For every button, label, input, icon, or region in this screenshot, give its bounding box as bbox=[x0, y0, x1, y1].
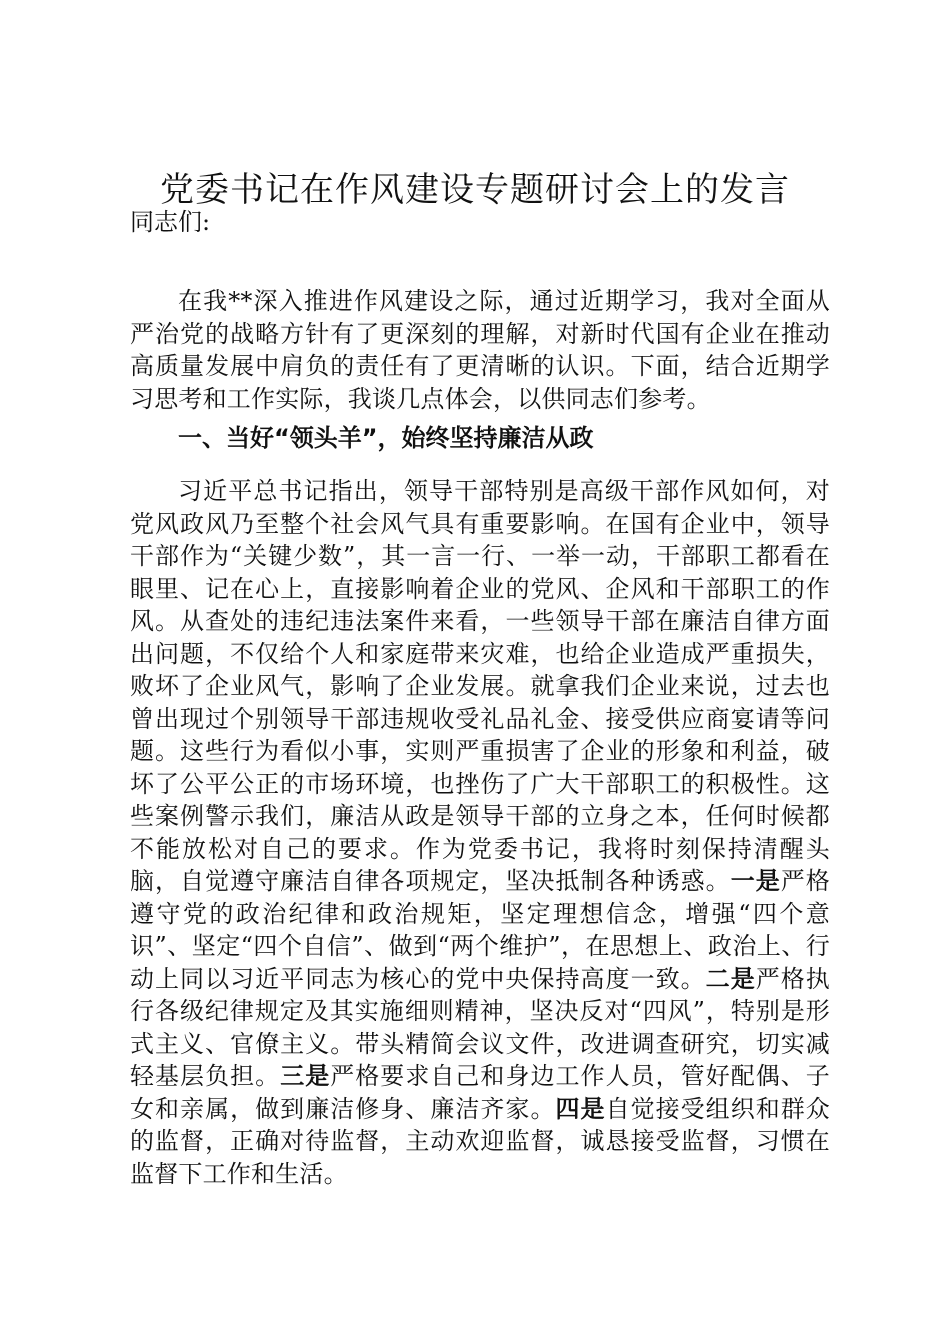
salutation: 同志们: bbox=[130, 208, 211, 236]
point-4-text: 自觉接受组织和群众的监督，正确对待监督，主动欢迎监督，诚恳接受监督，习惯在监督下工作和生活。 bbox=[130, 1094, 830, 1188]
point-3-keyword: 三是 bbox=[280, 1062, 331, 1090]
point-1-text: 严格遵守党的政治纪律和政治规矩，坚定理想信念，增强“四个意识”、坚定“四个自信”、做到“两个维护”，在思想上、政治上、行动上同以习近平同志为核心的党中央保持高度一致。 bbox=[130, 867, 830, 993]
point-2-keyword: 二是 bbox=[705, 964, 756, 993]
document-title: 党委书记在作风建设专题研讨会上的发言 bbox=[160, 170, 790, 210]
point-2-text: 严格执行各级纪律规定及其实施细则精神，坚决反对“四风”，特别是形式主义、官僚主义。带头精简会议文件，改进调查研究，切实减轻基层负担。 bbox=[130, 964, 830, 1090]
section-1-paragraph bbox=[130, 475, 830, 1190]
point-3-text: 严格要求自己和身边工作人员，管好配偶、子女和亲属，做到廉洁修身、廉洁齐家。 bbox=[130, 1062, 831, 1123]
section-1-body-text: 习近平总书记指出，领导干部特别是高级干部作风如何，对党风政风乃至整个社会风气具有重要影响。在国有企业中，领导干部作为“关键少数”，其一言一行、一举一动，干部职工都看在眼里、记在心上，直接影响着企业的党风、企风和干部职工的作风。从查处的违纪违法案件来看，一些领导干部在廉洁自律方面出问题，不仅给个人和家庭带来灾难，也给企业造成严重损失，败坏了企业风气，影响了企业发展。就拿我们企业来说，过去也曾出现过个别领导干部违规收受礼品礼金、接受供应商宴请等问题。这些行为看似小事，实则严重损害了企业的形象和利益，破坏了公平公正的市场环境，也挫伤了广大干部职工的积极性。这些案例警示我们，廉洁从政是领导干部的立身之本，任何时候都不能放松对自己的要求。作为党委书记，我将时刻保持清醒头脑，自觉遵守廉洁自律各项规定，坚决抵制各种诱惑。 bbox=[130, 477, 830, 895]
intro-paragraph: 在我**深入推进作风建设之际，通过近期学习，我对全面从严治党的战略方针有了更深刻的理解，对新时代国有企业在推动高质量发展中肩负的责任有了更清晰的认识。下面，结合近期学习思考和工作实际，我谈几点体会，以供同志们参考。 bbox=[130, 287, 830, 413]
point-1-keyword: 一是 bbox=[730, 867, 781, 895]
section-heading-1: 一、当好“领头羊”，始终坚持廉洁从政 bbox=[178, 424, 594, 452]
point-4-keyword: 四是 bbox=[555, 1094, 606, 1123]
